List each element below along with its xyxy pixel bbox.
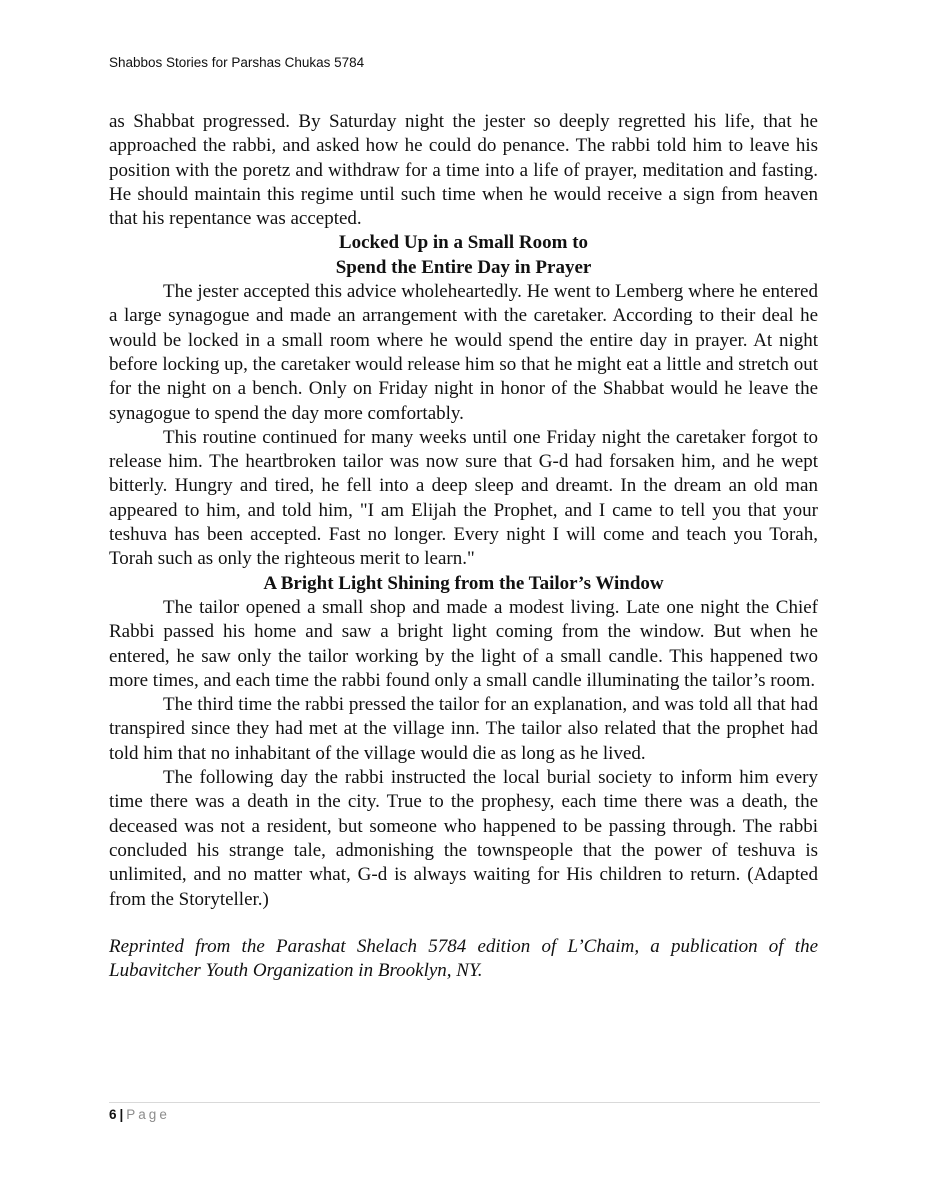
paragraph-4: The tailor opened a small shop and made a modest living. Late one night the Chief Rabbi passed his home and saw a bright light coming from the window. But when he entered, he saw only the tailor working by the light of a small candle. This happened two more times, and each time the rabbi found only a small candle illuminating the tailor’s room. bbox=[109, 596, 818, 691]
article-body bbox=[109, 110, 818, 983]
paragraph-5: The third time the rabbi pressed the tailor for an explanation, and was told all that had transpired since they had met at the village inn. The tailor also related that the prophet had told him that no inhabitant of the village would die as long as he lived. bbox=[109, 694, 818, 764]
paragraph-2: The jester accepted this advice wholeheartedly. He went to Lemberg where he entered a large synagogue and made an arrangement with the caretaker. According to their deal he would be locked in a small room where he would spend the entire day in prayer. At night before locking up, the caretaker would release him so that he might eat a little and stretch out for the night on a bench. Only on Friday night in honor of the Shabbat would he leave the synagogue to spend the day more comfortably. bbox=[109, 281, 818, 424]
page-label: Page bbox=[126, 1107, 170, 1122]
section-heading-bright-light: A Bright Light Shining from the Tailor’s Window bbox=[263, 572, 664, 594]
footer-separator: | bbox=[119, 1107, 124, 1122]
paragraph-6: The following day the rabbi instructed the local burial society to inform him every time there was a death in the city. True to the prophesy, each time there was a death, the deceased was not a resident, but someone who happened to be passing through. The rabbi concluded his strange tale, admonishing the townspeople that the power of teshuva is unlimited, and no matter what, G-d is always waiting for His children to return. (Adapted from the Storyteller.) bbox=[109, 767, 818, 910]
running-header: Shabbos Stories for Parshas Chukas 5784 bbox=[109, 55, 365, 70]
paragraph-1: as Shabbat progressed. By Saturday night the jester so deeply regretted his life, that he approached the rabbi, and asked how he could do penance. The rabbi told him to leave his position with the poretz and withdraw for a time into a life of prayer, meditation and fasting. He should maintain this regime until such time when he would receive a sign from heaven that his repentance was accepted. bbox=[109, 111, 818, 230]
section-heading-locked-up bbox=[109, 231, 818, 280]
footer-divider bbox=[109, 1102, 820, 1103]
section-heading-line-2: Spend the Entire Day in Prayer bbox=[335, 256, 592, 278]
paragraph-3: This routine continued for many weeks until one Friday night the caretaker forgot to release him. The heartbroken tailor was now sure that G-d had forsaken him, and he wept bitterly. Hungry and tired, he fell into a deep sleep and dreamt. In the dream an old man appeared to him, and told him, "I am Elijah the Prophet, and I came to tell you that your teshuva has been accepted. Fast no longer. Every night I will come and teach you Torah, Torah such as only the righteous merit to learn." bbox=[109, 426, 818, 570]
reprint-credit: Reprinted from the Parashat Shelach 5784 edition of L’Chaim, a publication of the Lubavitcher Youth Organization in Brooklyn, NY. bbox=[109, 935, 818, 982]
page-footer bbox=[109, 1107, 170, 1122]
page-number: 6 bbox=[109, 1107, 117, 1122]
section-heading-line-1: Locked Up in a Small Room to bbox=[338, 232, 589, 254]
